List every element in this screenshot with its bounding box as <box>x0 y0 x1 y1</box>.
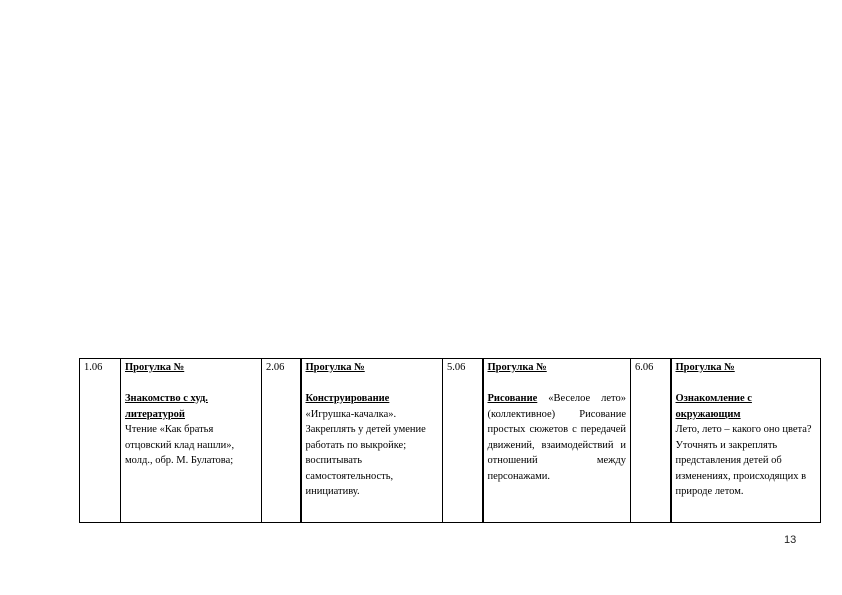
walk-heading: Прогулка № <box>487 362 547 373</box>
activity-description: Лето, лето – какого оно цвета? Уточнять и закреплять представления детей об изменениях, происходящих в природе летом. <box>675 424 812 497</box>
date-cell <box>262 359 301 523</box>
activity-title: Рисование <box>487 393 538 404</box>
spacer <box>676 376 817 392</box>
content-cell <box>483 359 631 523</box>
activity-title: Конструирование <box>305 393 390 404</box>
content-cell <box>121 359 262 523</box>
content-cell <box>671 359 821 523</box>
spacer <box>488 376 627 392</box>
date-text: 5.06 <box>447 362 466 373</box>
table-row <box>80 359 821 523</box>
date-text: 6.06 <box>635 362 654 373</box>
activity-title: Ознакомление с окружающим <box>675 393 752 420</box>
activity-title: Знакомство с худ. литературой <box>125 393 208 420</box>
content-cell <box>301 359 443 523</box>
date-cell <box>631 359 671 523</box>
activity-description: «Веселое лето» (коллективное) Рисование простых сюжетов с передачей движений, взаимодействий и отношений между персонажами. <box>487 393 626 482</box>
walk-heading: Прогулка № <box>125 362 185 373</box>
lesson-plan-table <box>79 358 821 523</box>
activity-description: «Игрушка-качалка». Закреплять у детей умение работать по выкройке; воспитывать самостоятельность, инициативу. <box>305 408 426 497</box>
date-cell <box>80 359 121 523</box>
page-number: 13 <box>784 534 797 546</box>
walk-heading: Прогулка № <box>305 362 365 373</box>
date-text: 2.06 <box>266 362 285 373</box>
activity-description: Чтение «Как братья отцовский клад нашли», молд., обр. М. Булатова; <box>125 424 235 466</box>
spacer <box>306 376 439 392</box>
walk-heading: Прогулка № <box>675 362 735 373</box>
spacer <box>125 376 257 392</box>
date-cell <box>443 359 483 523</box>
date-text: 1.06 <box>84 362 103 373</box>
